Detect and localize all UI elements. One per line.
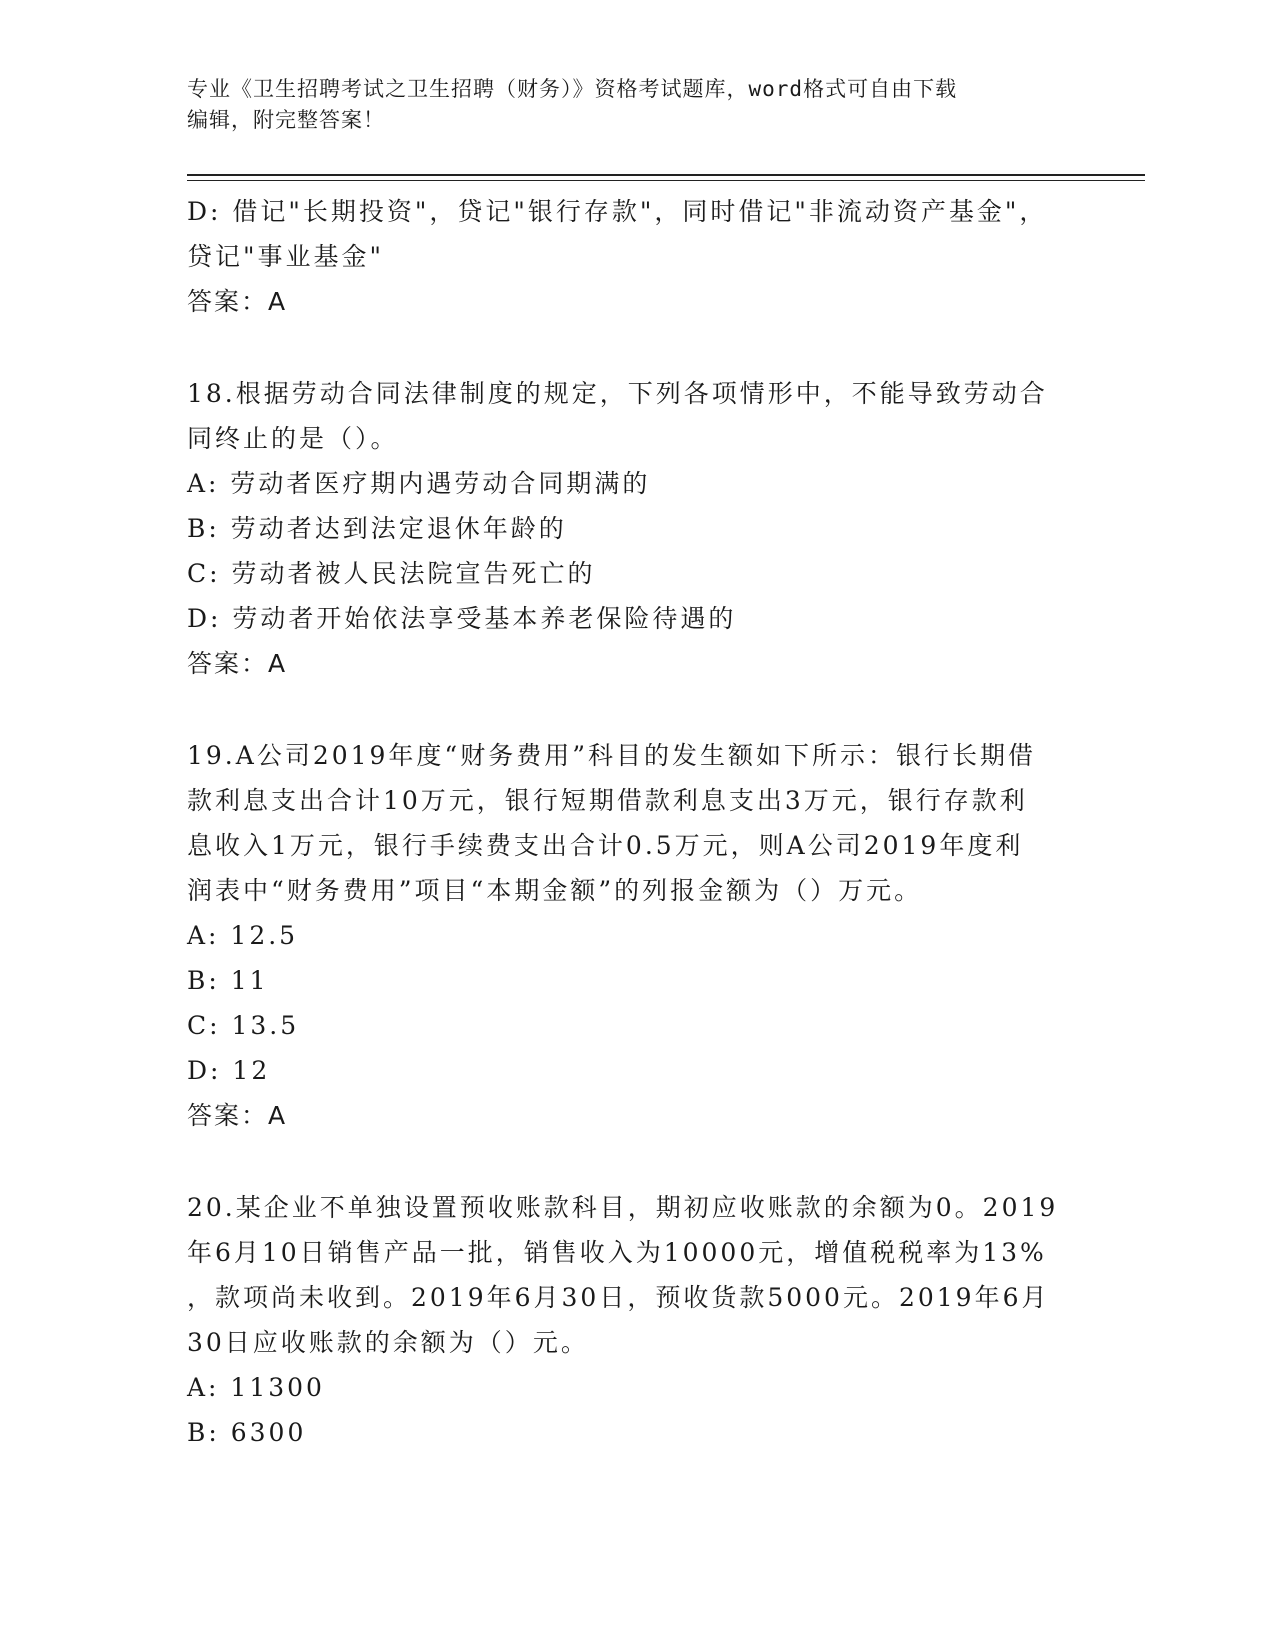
answer-line: 答案：A [187,649,288,678]
question-19 [187,733,1077,1138]
question-content [187,189,1077,1455]
question-stem-line-2: 同终止的是（）。 [187,424,399,453]
option-a: A: 劳动者医疗期内遇劳动合同期满的 [187,469,651,498]
question-stem-line-2: 款利息支出合计10万元，银行短期借款利息支出3万元，银行存款利 [187,786,1028,815]
question-stem-line-1: 19.A公司2019年度“财务费用”科目的发生额如下所示：银行长期借 [187,741,1036,770]
question-stem-line-4: 润表中“财务费用”项目“本期金额”的列报金额为（）万元。 [187,876,923,905]
question-stem-line-1: 20.某企业不单独设置预收账款科目，期初应收账款的余额为0。2019 [187,1193,1059,1222]
question-20 [187,1185,1077,1455]
option-d: D: 12 [187,1056,271,1085]
question-stem-line-2: 年6月10日销售产品一批，销售收入为10000元，增值税税率为13% [187,1238,1047,1267]
option-a: A: 12.5 [187,921,299,950]
question-stem-line-1: 18.根据劳动合同法律制度的规定，下列各项情形中，不能导致劳动合 [187,379,1048,408]
answer-line: 答案：A [187,1101,288,1130]
header-rule-thin [187,180,1145,181]
question-18 [187,371,1077,686]
page-header [187,74,1067,136]
option-c: C: 13.5 [187,1011,300,1040]
header-line-2: 编辑，附完整答案！ [187,108,385,132]
spacer [187,1138,1077,1185]
question-stem-line-4: 30日应收账款的余额为（）元。 [187,1328,589,1357]
option-b: B: 劳动者达到法定退休年龄的 [187,514,567,543]
question-stem-line-3: 息收入1万元，银行手续费支出合计0.5万元，则A公司2019年度利 [187,831,1024,860]
option-b: B: 11 [187,966,269,995]
option-d-line-2: 贷记"事业基金" [187,242,384,271]
option-b: B: 6300 [187,1418,307,1447]
header-line-1: 专业《卫生招聘考试之卫生招聘（财务）》资格考试题库，word格式可自由下载 [187,77,958,101]
spacer [187,324,1077,371]
question-stem-line-3: ，款项尚未收到。2019年6月30日，预收货款5000元。2019年6月 [187,1283,1050,1312]
option-d-line-1: D: 借记"长期投资"，贷记"银行存款"，同时借记"非流动资产基金"， [187,197,1048,226]
spacer [187,686,1077,733]
option-a: A: 11300 [187,1373,325,1402]
header-rule-thick [187,174,1145,176]
answer-line: 答案：A [187,287,288,316]
option-c: C: 劳动者被人民法院宣告死亡的 [187,559,596,588]
option-d: D: 劳动者开始依法享受基本养老保险待遇的 [187,604,737,633]
previous-question-tail [187,189,1077,324]
